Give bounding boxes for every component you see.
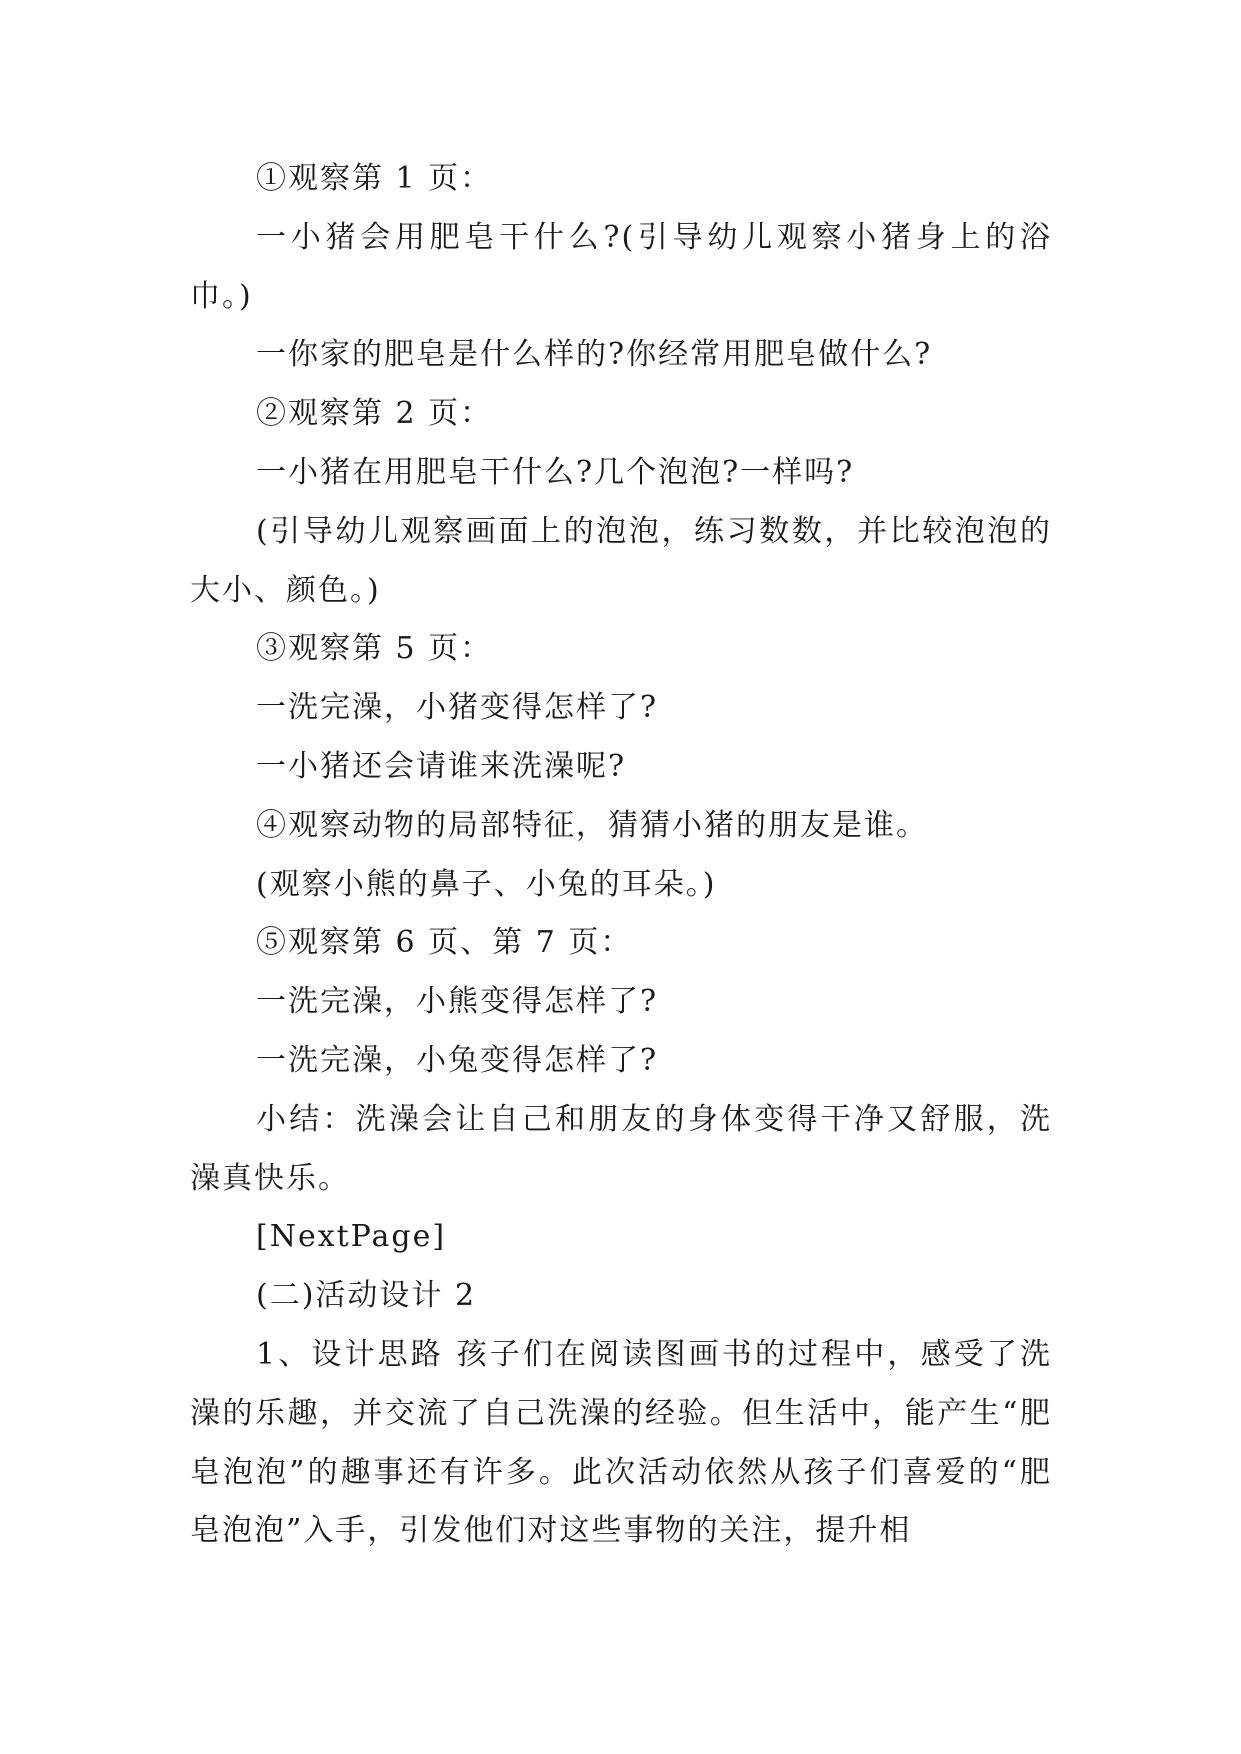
step-5-heading: ⑤观察第 6 页、第 7 页： bbox=[256, 925, 633, 961]
step-2-heading: ②观察第 2 页： bbox=[256, 396, 493, 432]
step-4-heading: ④观察动物的局部特征，猜猜小猪的朋友是谁。 bbox=[256, 807, 928, 843]
document-page bbox=[190, 150, 1052, 1561]
observe-features-note: (观察小熊的鼻子、小兔的耳朵。) bbox=[256, 866, 717, 902]
question-bear-after-bath: 一洗完澡，小熊变得怎样了? bbox=[256, 984, 659, 1020]
question-rabbit-after-bath: 一洗完澡，小兔变得怎样了? bbox=[256, 1042, 659, 1078]
section-heading: (二)活动设计 2 bbox=[256, 1278, 477, 1314]
design-idea: 1、设计思路 孩子们在阅读图画书的过程中，感受了洗澡的乐趣，并交流了自己洗澡的经验。但生活中，能产生“肥皂泡泡”的趣事还有许多。此次活动依然从孩子们喜爱的“肥皂泡泡”入手，引发他们对这些事物的关注，提升相 bbox=[190, 1336, 1052, 1549]
question-soap-use: 一小猪会用肥皂干什么?(引导幼儿观察小猪身上的浴巾。) bbox=[190, 219, 1052, 314]
step-1-heading: ①观察第 1 页： bbox=[256, 161, 493, 196]
guide-bubbles-note: (引导幼儿观察画面上的泡泡，练习数数，并比较泡泡的大小、颜色。) bbox=[190, 513, 1052, 608]
summary: 小结：洗澡会让自己和朋友的身体变得干净又舒服，洗澡真快乐。 bbox=[190, 1101, 1052, 1196]
question-bubbles: 一小猪在用肥皂干什么?几个泡泡?一样吗? bbox=[256, 454, 855, 490]
question-pig-after-bath: 一洗完澡，小猪变得怎样了? bbox=[256, 690, 659, 726]
next-page-marker: [NextPage] bbox=[256, 1219, 447, 1255]
step-3-heading: ③观察第 5 页： bbox=[256, 631, 493, 667]
question-home-soap: 一你家的肥皂是什么样的?你经常用肥皂做什么? bbox=[256, 337, 933, 373]
question-pig-invite: 一小猪还会请谁来洗澡呢? bbox=[256, 748, 627, 784]
